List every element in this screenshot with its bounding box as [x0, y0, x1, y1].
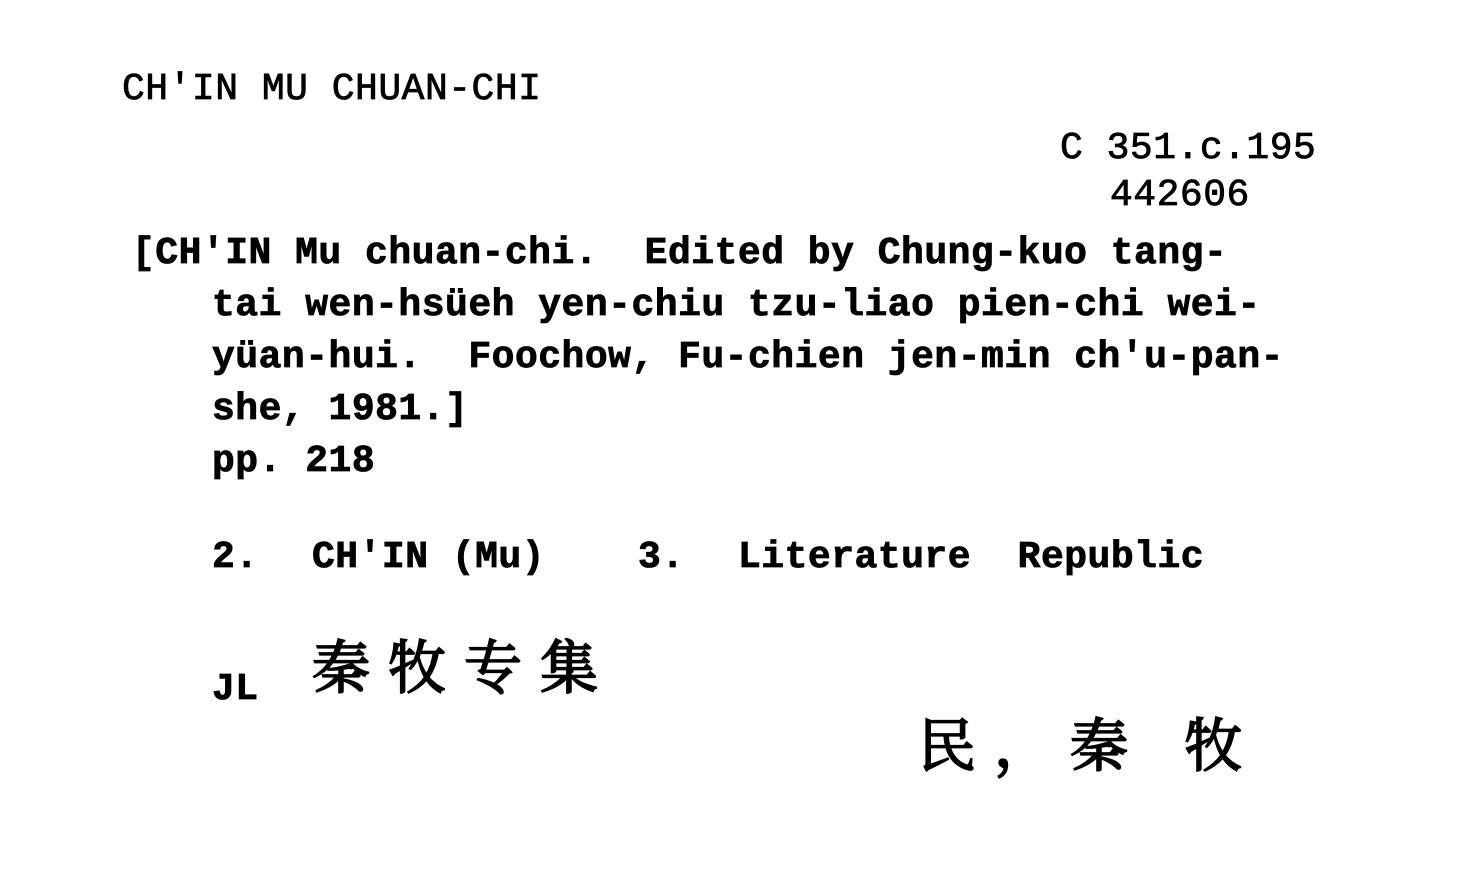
tracing-number-3: 3.: [638, 536, 685, 579]
jl-label: JL: [212, 668, 259, 711]
entry-line-1: [CH'IN Mu chuan-chi. Edited by Chung-kuo tang-: [132, 232, 1228, 275]
entry-line-4: she, 1981.]: [212, 388, 469, 431]
shelfmark: C 351.c.195: [1060, 127, 1317, 170]
entry-line-2: tai wen-hsüeh yen-chiu tzu-liao pien-chi wei-: [212, 284, 1261, 327]
tracing-subject-3: Literature Republic: [738, 536, 1205, 579]
card-heading: CH'IN MU CHUAN-CHI: [122, 68, 542, 111]
accession-number: 442606: [1110, 174, 1250, 217]
tracing-number-2: 2.: [212, 536, 259, 579]
chinese-author: 民，秦 牧: [918, 712, 1261, 780]
entry-line-3: yüan-hui. Foochow, Fu-chien jen-min ch'u-pan-: [212, 336, 1284, 379]
pagination: pp. 218: [212, 440, 376, 483]
tracing-subject-2: CH'IN (Mu): [312, 536, 546, 579]
chinese-title: 秦牧专集: [312, 634, 617, 702]
